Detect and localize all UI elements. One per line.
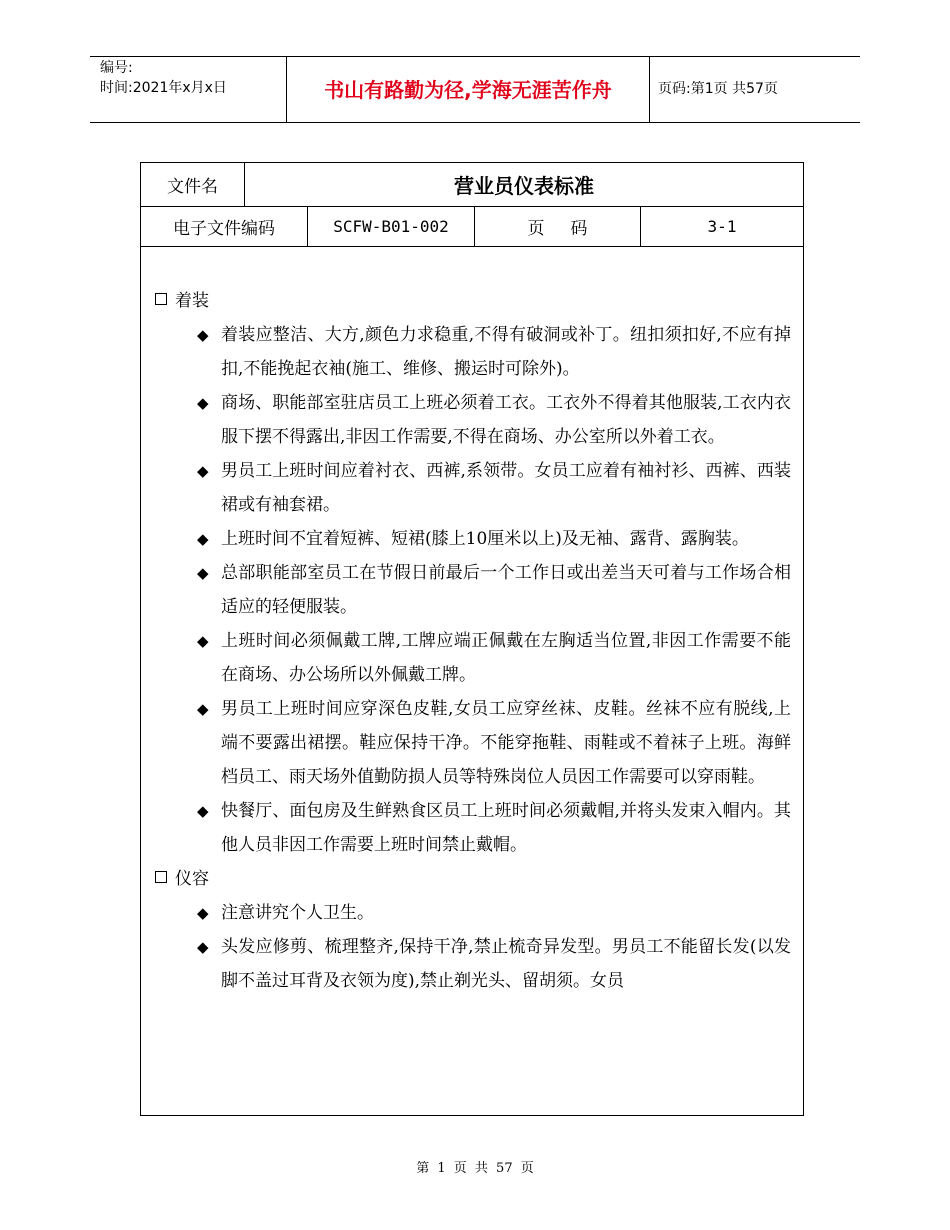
- diamond-bullet-icon: ◆: [197, 326, 209, 344]
- section-heading: [155, 862, 791, 896]
- diamond-bullet-icon: ◆: [197, 700, 209, 718]
- file-code-value: SCFW-B01-002: [333, 217, 449, 236]
- document-body: [155, 284, 791, 998]
- checkbox-square-icon: [155, 293, 167, 305]
- list-item: ◆ 注意讲究个人卫生。: [155, 896, 791, 930]
- list-item: ◆ 上班时间不宜着短裤、短裙(膝上10厘米以上)及无袖、露背、露胸装。: [155, 522, 791, 556]
- page-footer: 第 1 页 共 57 页: [416, 1161, 534, 1176]
- list-item: ◆ 上班时间必须佩戴工牌,工牌应端正佩戴在左胸适当位置,非因工作需要不能在商场、办公场所以外佩戴工牌。: [155, 624, 791, 692]
- header-meta: [100, 58, 227, 98]
- checkbox-square-icon: [155, 871, 167, 883]
- list-item: ◆ 着装应整洁、大方,颜色力求稳重,不得有破洞或补丁。纽扣须扣好,不应有掉扣,不能挽起衣袖(施工、维修、搬运时可除外)。: [155, 318, 791, 386]
- section-heading: [155, 284, 791, 318]
- document-frame: [140, 162, 804, 1116]
- header-page-info: 页码:第1页 共57页: [658, 81, 778, 97]
- list-item: ◆ 快餐厅、面包房及生鲜熟食区员工上班时间必须戴帽,并将头发束入帽内。其他人员非因工作需要上班时间禁止戴帽。: [155, 794, 791, 862]
- diamond-bullet-icon: ◆: [197, 938, 209, 956]
- header-divider: [649, 56, 650, 122]
- document-time: 时间:2021年x月x日: [100, 80, 227, 96]
- list-item: ◆ 男员工上班时间应穿深色皮鞋,女员工应穿丝袜、皮鞋。丝袜不应有脱线,上端不要露出裙摆。鞋应保持干净。不能穿拖鞋、雨鞋或不着袜子上班。海鲜档员工、雨天场外值勤防损人员等特殊岗位人员因工作需要可以穿雨鞋。: [155, 692, 791, 794]
- document-number-label: 编号:: [100, 60, 133, 76]
- diamond-bullet-icon: ◆: [197, 632, 209, 650]
- header-motto: 书山有路勤为径,学海无涯苦作舟: [324, 78, 612, 102]
- header-top-rule: [90, 56, 860, 57]
- list-item: ◆ 商场、职能部室驻店员工上班必须着工衣。工衣外不得着其他服装,工衣内衣服下摆不得露出,非因工作需要,不得在商场、办公室所以外着工衣。: [155, 386, 791, 454]
- diamond-bullet-icon: ◆: [197, 904, 209, 922]
- section-title: 着装: [175, 291, 209, 311]
- page-label: 页码: [527, 219, 614, 239]
- diamond-bullet-icon: ◆: [197, 394, 209, 412]
- document-title: 营业员仪表标准: [454, 174, 594, 198]
- file-code-label: 电子文件编码: [173, 219, 275, 239]
- header-bottom-rule: [90, 122, 860, 123]
- table-row-divider: [141, 246, 803, 247]
- diamond-bullet-icon: ◆: [197, 802, 209, 820]
- list-item: ◆ 头发应修剪、梳理整齐,保持干净,禁止梳奇异发型。男员工不能留长发(以发脚不盖过耳背及衣领为度),禁止剃光头、留胡须。女员: [155, 930, 791, 998]
- page-value: 3-1: [707, 217, 737, 236]
- list-item: ◆ 男员工上班时间应着衬衣、西裤,系领带。女员工应着有袖衬衫、西裤、西装裙或有袖套裙。: [155, 454, 791, 522]
- diamond-bullet-icon: ◆: [197, 530, 209, 548]
- section-title: 仪容: [175, 869, 209, 889]
- file-name-label: 文件名: [167, 177, 218, 197]
- diamond-bullet-icon: ◆: [197, 462, 209, 480]
- diamond-bullet-icon: ◆: [197, 564, 209, 582]
- list-item: ◆ 总部职能部室员工在节假日前最后一个工作日或出差当天可着与工作场合相适应的轻便服装。: [155, 556, 791, 624]
